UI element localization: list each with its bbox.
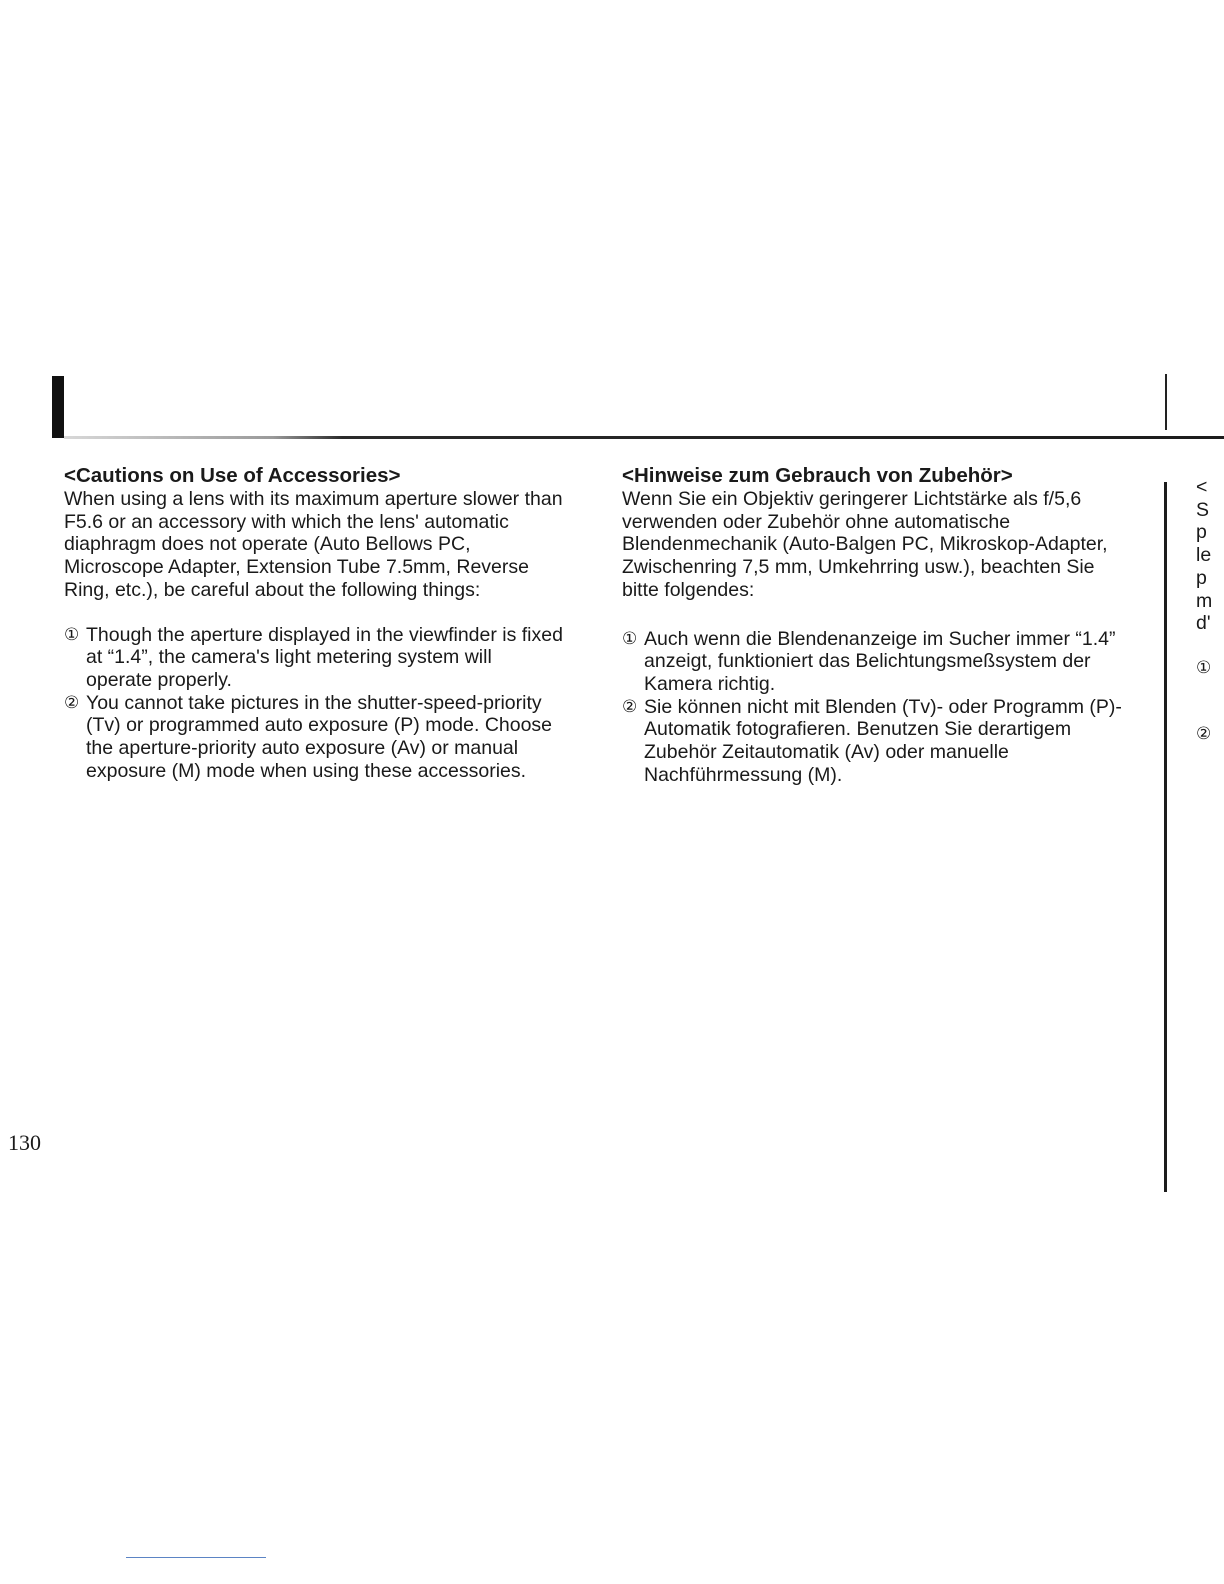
german-heading: <Hinweise zum Gebrauch von Zubehör> [622,464,1013,487]
circled-number-2: ② [622,696,638,717]
circled-number-2: ② [64,692,80,713]
english-column [64,464,594,782]
fragment-line-3: p [1196,521,1207,544]
fragment-line-5: p [1196,566,1207,589]
german-intro: Wenn Sie ein Objektiv geringerer Lichtstärke als f/5,6 verwenden oder Zubehör ohne automatische Blendenmechanik (Auto-Balgen PC, Mikroskop-Adapter, Zwischenring 7,5 mm, Umkehrring usw.), beachten Sie bitte folgendes: [622,488,1108,601]
fragment-circled-number-2: ② [1196,724,1212,744]
circled-number-1: ① [622,628,638,649]
german-item-1-text: Auch wenn die Blendenanzeige im Sucher immer “1.4” anzeigt, funktioniert das Belichtungsmeßsystem der Kamera richtig. [644,627,1116,695]
german-item-2-text: Sie können nicht mit Blenden (Tv)- oder Programm (P)- Automatik fotografieren. Benutzen Sie derartigem Zubehör Zeitautomatik (Av) oder manuelle Nachführmessung (M). [644,695,1122,786]
english-intro: When using a lens with its maximum aperture slower than F5.6 or an accessory with which the lens' automatic diaphragm does not operate (Auto Bellows PC, Microscope Adapter, Extension Tube 7.5mm, Reverse Ring, etc.), be careful about the following things: [64,488,563,601]
fragment-line-2: S [1196,498,1210,521]
page-gutter-line-top [1165,374,1167,430]
fragment-circled-number-1: ① [1196,658,1212,678]
fragment-line-6: m [1196,589,1213,612]
page-corner-mark [52,376,64,438]
english-item-1-text: Though the aperture displayed in the viewfinder is fixed at “1.4”, the camera's light metering system will operate properly. [86,623,563,691]
english-item-2-text: You cannot take pictures in the shutter-speed-priority (Tv) or programmed auto exposure (P) mode. Choose the aperture-priority auto exposure (Av) or manual exposure (M) mode when using these accessories. [86,691,553,782]
bottom-blue-line [126,1557,266,1558]
next-page-fragment [1196,476,1224,635]
fragment-line-7: d' [1196,612,1211,635]
page-number: 130 [8,1130,41,1155]
english-item-1 [64,624,594,692]
fragment-line-1: < [1196,476,1208,498]
page-gutter-line [1164,482,1167,1192]
fragment-line-4: le [1196,544,1212,567]
german-item-1 [622,628,1152,696]
german-column [622,464,1152,786]
english-heading: <Cautions on Use of Accessories> [64,464,401,487]
circled-number-1: ① [64,624,80,645]
header-rule [64,436,1224,439]
english-item-2 [64,692,594,783]
german-item-2 [622,696,1152,787]
